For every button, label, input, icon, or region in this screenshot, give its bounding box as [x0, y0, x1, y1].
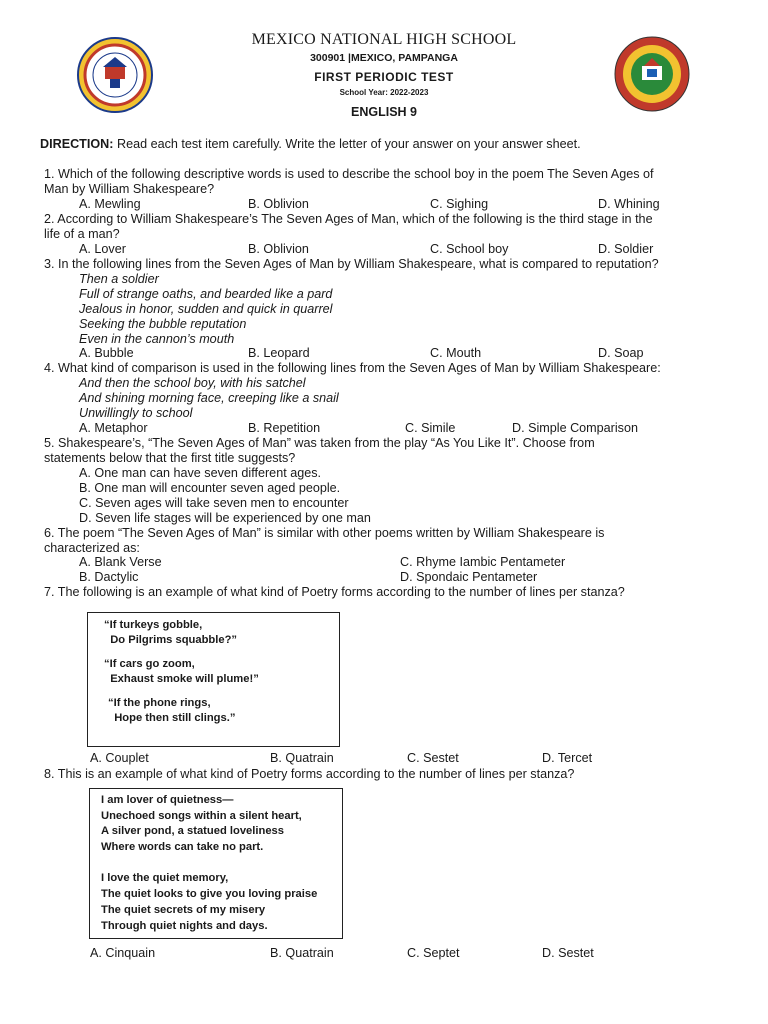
question-1-option-d: D. Whining: [598, 197, 660, 211]
question-1-option-a: A. Mewling: [79, 197, 141, 211]
question-8-poem-line: I am lover of quietness—: [101, 794, 234, 806]
question-6-text-cont: characterized as:: [44, 541, 140, 555]
question-8-poem-line: Where words can take no part.: [101, 841, 264, 853]
question-4-verse-line: And then the school boy, with his satchel: [79, 376, 306, 390]
question-8-poem-line: Unechoed songs within a silent heart,: [101, 810, 302, 822]
question-3-verse-line: Seeking the bubble reputation: [79, 317, 247, 331]
question-4-text: 4. What kind of comparison is used in the following lines from the Seven Ages of Man by William Shakespeare:: [44, 361, 661, 375]
question-3-option-b: B. Leopard: [248, 346, 310, 360]
test-title: FIRST PERIODIC TEST: [314, 70, 454, 84]
question-7-text: 7. The following is an example of what kind of Poetry forms according to the number of lines per stanza?: [44, 585, 625, 599]
question-4-verse-line: Unwillingly to school: [79, 406, 193, 420]
question-7-poem-line: “If turkeys gobble,: [104, 619, 203, 631]
question-2-text-cont: life of a man?: [44, 227, 120, 241]
direction: [40, 137, 581, 151]
question-8-text: 8. This is an example of what kind of Poetry forms according to the number of lines per stanza?: [44, 767, 575, 781]
question-2-option-b: B. Oblivion: [248, 242, 309, 256]
question-5-option-c: C. Seven ages will take seven men to encounter: [79, 496, 349, 510]
question-7-option-c: C. Sestet: [407, 751, 459, 765]
school-year: School Year: 2022-2023: [339, 88, 429, 97]
question-8-poem-line: The quiet looks to give you loving praise: [101, 888, 318, 900]
question-8-poem-line: The quiet secrets of my misery: [101, 904, 266, 916]
question-7-poem-line: Exhaust smoke will plume!”: [104, 673, 259, 685]
question-3-text: 3. In the following lines from the Seven Ages of Man by William Shakespeare, what is compared to reputation?: [44, 257, 659, 271]
school-address: 300901 |MEXICO, PAMPANGA: [310, 52, 458, 64]
question-4-option-b: B. Repetition: [248, 421, 321, 435]
subject-title: ENGLISH 9: [351, 105, 417, 119]
question-3-verse-line: Full of strange oaths, and bearded like a pard: [79, 287, 333, 301]
question-8-poem-line: Through quiet nights and days.: [101, 920, 268, 932]
question-2-option-a: A. Lover: [79, 242, 126, 256]
question-3-verse-line: Jealous in honor, sudden and quick in quarrel: [79, 302, 333, 316]
question-4-option-c: C. Simile: [405, 421, 456, 435]
question-2-option-d: D. Soldier: [598, 242, 654, 256]
question-6-option-d: D. Spondaic Pentameter: [400, 570, 538, 584]
question-3-verse-line: Then a soldier: [79, 272, 159, 286]
question-4-verse-line: And shining morning face, creeping like a snail: [79, 391, 339, 405]
question-8-option-b: B. Quatrain: [270, 946, 334, 960]
question-5-option-a: A. One man can have seven different ages.: [79, 466, 321, 480]
question-3-option-d: D. Soap: [598, 346, 644, 360]
question-1-text: 1. Which of the following descriptive words is used to describe the school boy in the poem The Seven Ages of: [44, 167, 654, 181]
question-4-option-d: D. Simple Comparison: [512, 421, 638, 435]
question-1-option-c: C. Sighing: [430, 197, 489, 211]
question-7-option-b: B. Quatrain: [270, 751, 334, 765]
question-7-poem-line: Do Pilgrims squabble?”: [104, 634, 238, 646]
question-6-option-c: C. Rhyme Iambic Pentameter: [400, 555, 566, 569]
question-6-option-a: A. Blank Verse: [79, 555, 162, 569]
question-6-text: 6. The poem “The Seven Ages of Man” is similar with other poems written by William Shakespeare is: [44, 526, 605, 540]
question-8-option-a: A. Cinquain: [90, 946, 156, 960]
question-2-text: 2. According to William Shakespeare’s The Seven Ages of Man, which of the following is the third stage in the: [44, 212, 653, 226]
question-8-poem-line: A silver pond, a statued loveliness: [101, 825, 284, 837]
question-3-option-a: A. Bubble: [79, 346, 134, 360]
direction-label: DIRECTION:: [40, 137, 114, 151]
direction-text: Read each test item carefully. Write the letter of your answer on your answer sheet.: [113, 137, 581, 151]
question-1-option-b: B. Oblivion: [248, 197, 309, 211]
question-5-option-b: B. One man will encounter seven aged people.: [79, 481, 341, 495]
question-8-option-d: D. Sestet: [542, 946, 594, 960]
question-5-option-d: D. Seven life stages will be experienced by one man: [79, 511, 371, 525]
question-7-poem-line: “If cars go zoom,: [104, 658, 195, 670]
question-8-poem-line: I love the quiet memory,: [101, 872, 229, 884]
question-4-option-a: A. Metaphor: [79, 421, 148, 435]
question-2-option-c: C. School boy: [430, 242, 509, 256]
question-3-option-c: C. Mouth: [430, 346, 482, 360]
question-7-poem-line: Hope then still clings.”: [108, 712, 236, 724]
question-7-option-a: A. Couplet: [90, 751, 149, 765]
question-7-poem-line: “If the phone rings,: [108, 697, 211, 709]
school-name: MEXICO NATIONAL HIGH SCHOOL: [251, 31, 517, 48]
question-5-text-cont: statements below that the first title suggests?: [44, 451, 296, 465]
question-1-text-cont: Man by William Shakespeare?: [44, 182, 215, 196]
question-7-option-d: D. Tercet: [542, 751, 593, 765]
question-3-verse-line: Even in the cannon’s mouth: [79, 332, 235, 346]
question-8-option-c: C. Septet: [407, 946, 460, 960]
question-6-option-b: B. Dactylic: [79, 570, 139, 584]
question-5-text: 5. Shakespeare’s, “The Seven Ages of Man” was taken from the play “As You Like It”. Choose from: [44, 436, 595, 450]
